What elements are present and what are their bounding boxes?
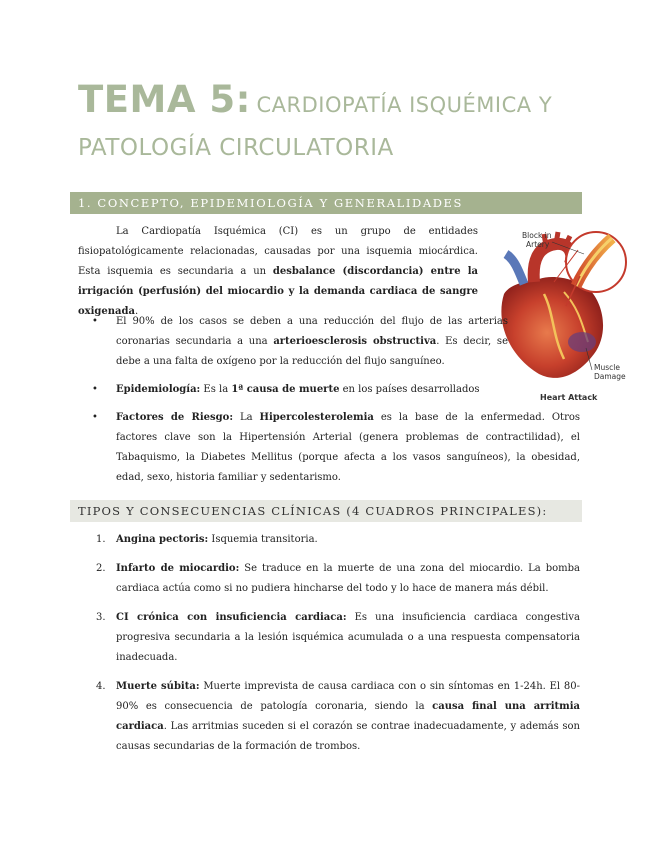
item3-text: Es una insuficiencia cardiaca congestiva progresiva secundaria a la lesión isquémica acumulada o a una respuesta compensatoria inadecuada.	[116, 612, 580, 663]
section1-bullets	[92, 312, 580, 496]
intro-paragraph	[78, 222, 478, 322]
title-line2: PATOLOGÍA CIRCULATORIA	[78, 135, 394, 161]
section2-heading: TIPOS Y CONSECUENCIAS CLÍNICAS (4 CUADROS PRINCIPALES):	[70, 500, 582, 522]
section2-list	[96, 530, 580, 766]
list-item	[92, 380, 508, 400]
page-title	[78, 78, 598, 161]
bullet1-bold: arterioesclerosis obstructiva	[273, 336, 437, 347]
label-damage: Damage	[594, 372, 626, 381]
item-number: 4.	[96, 681, 106, 692]
item3-bold: CI crónica con insuficiencia cardiaca:	[116, 612, 347, 623]
list-item	[96, 530, 580, 550]
bullet3-bold2: Hipercolesterolemia	[259, 412, 374, 423]
title-tema: TEMA 5:	[78, 78, 251, 121]
list-item	[96, 559, 580, 599]
label-muscle: Muscle	[594, 363, 620, 372]
bullet2-bold1: Epidemiología:	[116, 384, 201, 395]
list-item	[92, 312, 508, 372]
bullet3-mid: La	[233, 412, 260, 423]
figure-caption: Heart Attack	[540, 393, 598, 402]
item4-bold2: causa final una arritmia cardiaca	[116, 701, 580, 732]
item-number: 3.	[96, 612, 106, 623]
intro-text-a: La Cardiopatía Isquémica (CI) es un grupo de entidades fisiopatológicamente relacionadas, causadas por una isquemia miocárdica. Esta isquemia es secundaria a un	[78, 226, 478, 277]
list-item	[92, 408, 580, 488]
item2-bold: Infarto de miocardio:	[116, 563, 240, 574]
bullet1-pre: El 90% de los casos se deben a una reducción del flujo de las arterias coronarias secundaria a una	[116, 316, 508, 347]
item1-text: Isquemia transitoria.	[208, 534, 318, 545]
intro-text-c: .	[135, 306, 139, 317]
item1-bold: Angina pectoris:	[116, 534, 209, 545]
label-block-in: Block in	[522, 231, 552, 240]
bullet2-bold2: 1ª causa de muerte	[231, 384, 340, 395]
section1-heading: 1. CONCEPTO, EPIDEMIOLOGÍA Y GENERALIDADES	[70, 192, 582, 214]
item2-text: Se traduce en la muerte de una zona del miocardio. La bomba cardiaca actúa como si no pudiera hincharse del todo y lo hace de manera más débil.	[116, 563, 580, 594]
item4-text: Muerte imprevista de causa cardiaca con o sin síntomas en 1-24h. El 80-90% es consecuencia de patología coronaria, siendo la	[116, 681, 580, 712]
item4-bold: Muerte súbita:	[116, 681, 200, 692]
item-number: 2.	[96, 563, 106, 574]
list-item	[96, 608, 580, 668]
title-line1: CARDIOPATÍA ISQUÉMICA Y	[256, 93, 553, 117]
intro-text-bold: desbalance (discordancia) entre la irrigación (perfusión) del miocardio y la demanda cardiaca de sangre oxigenada	[78, 266, 478, 317]
label-artery: Artery	[526, 240, 550, 249]
bullet1-post: . Es decir, se debe a una falta de oxígeno por la reducción del flujo sanguíneo.	[116, 336, 508, 367]
bullet2-post: en los países desarrollados	[339, 384, 480, 395]
item-number: 1.	[96, 534, 106, 545]
bullet3-post: es la base de la enfermedad. Otros factores clave son la Hipertensión Arterial (genera problemas de contractilidad), el Tabaquismo, la Diabetes Mellitus (porque afecta a los vasos sanguíneos), la obesidad, edad, sexo, historia familiar y sedentarismo.	[116, 412, 580, 483]
bullet2-mid: Es la	[200, 384, 232, 395]
item4-text2: . Las arritmias suceden si el corazón se contrae inadecuadamente, y además son causas secundarias de la formación de trombos.	[116, 721, 580, 752]
bullet3-bold1: Factores de Riesgo:	[116, 412, 234, 423]
list-item	[96, 677, 580, 757]
